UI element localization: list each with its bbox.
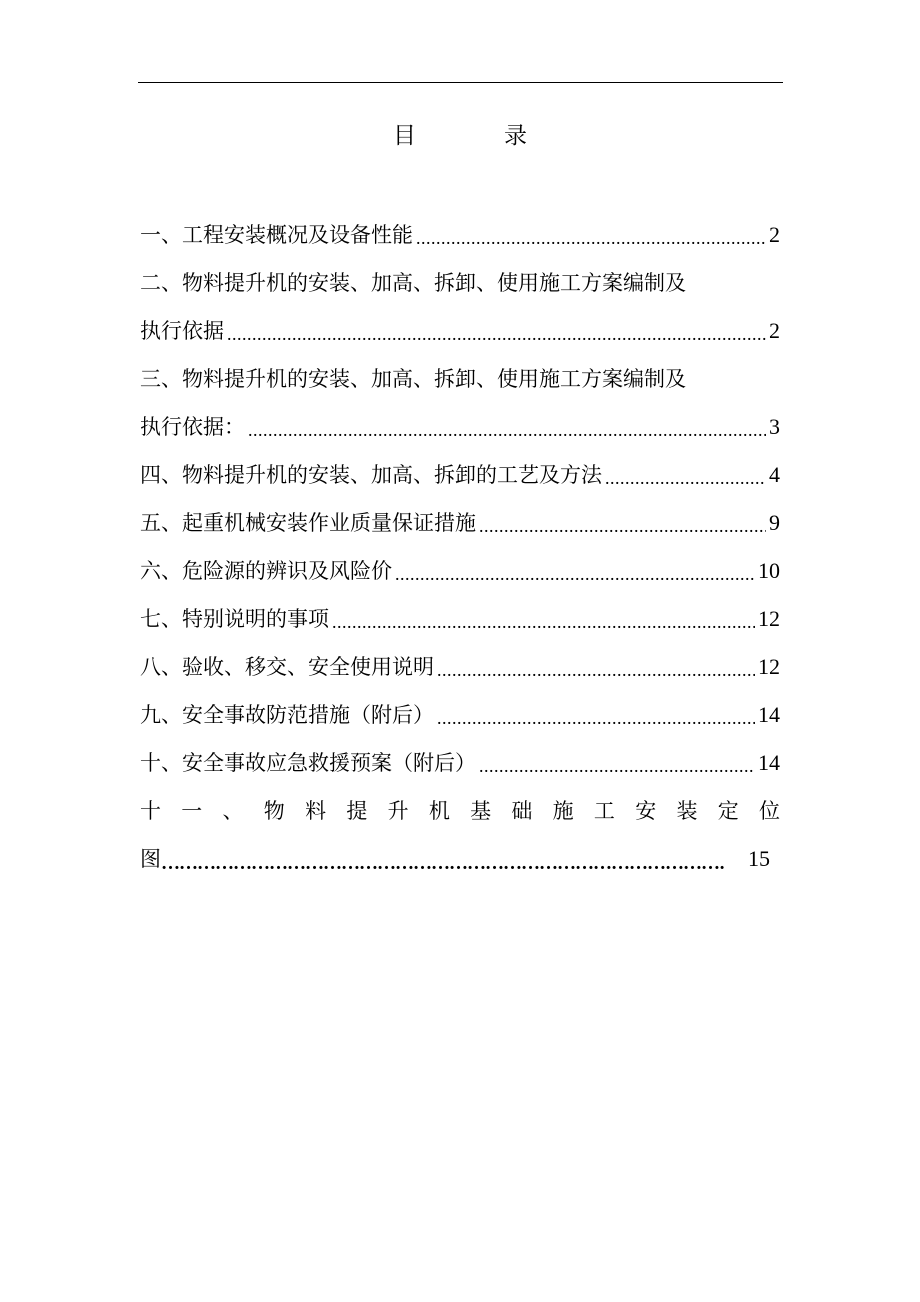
toc-char: 一 (181, 799, 203, 823)
toc-entry-label: 一、工程安装概况及设备性能 (140, 223, 413, 247)
toc-leader-dots (248, 403, 766, 451)
toc-char: 施 (552, 799, 574, 823)
toc-char: 机 (428, 799, 450, 823)
toc-entry-label: 四、物料提升机的安装、加高、拆卸的工艺及方法 (140, 463, 602, 487)
toc-entry-label: 六、危险源的辨识及风险价 (140, 559, 392, 583)
toc-leader-dots (227, 307, 766, 355)
toc-leader-dots (437, 643, 755, 691)
toc-char: 装 (676, 799, 698, 823)
toc-entry-label: 五、起重机械安装作业质量保证措施 (140, 511, 476, 535)
toc-entry-6[interactable] (140, 547, 780, 595)
toc-entry-4[interactable] (140, 451, 780, 499)
toc-title-char-2: 录 (504, 123, 527, 149)
header-rule (138, 82, 783, 83)
toc-entry-page: 12 (758, 606, 780, 631)
toc-leader-dots (332, 595, 755, 643)
toc-entry-8[interactable] (140, 643, 780, 691)
toc-entry-3-line-2[interactable] (140, 403, 780, 451)
toc-entry-page: 9 (769, 510, 780, 535)
toc-entry-11-line-2[interactable] (140, 835, 780, 883)
toc-entry-page: 12 (758, 654, 780, 679)
toc-leader-dots (479, 739, 755, 787)
toc-entry-page: 3 (769, 414, 780, 439)
toc-entry-label: 执行依据 (140, 319, 224, 343)
toc-entry-page: 14 (758, 702, 780, 727)
toc-title (0, 120, 920, 152)
toc-entry-3-line-1[interactable] (140, 355, 780, 403)
toc-leader-dots (395, 547, 755, 595)
toc-entry-page: 14 (758, 750, 780, 775)
toc-leader-dots (161, 835, 726, 883)
toc-entry-label-spread (140, 787, 780, 835)
toc-entry-9[interactable] (140, 691, 780, 739)
toc-char: 料 (305, 799, 327, 823)
toc-list (140, 211, 780, 883)
toc-entry-page: 15 (748, 846, 770, 871)
toc-entry-page: 2 (769, 318, 780, 343)
toc-entry-page: 10 (758, 558, 780, 583)
toc-entry-label: 七、特别说明的事项 (140, 607, 329, 631)
toc-char: 十 (140, 799, 161, 823)
toc-entry-11-line-1[interactable] (140, 787, 780, 835)
toc-char: 物 (263, 799, 285, 823)
toc-entry-label: 八、验收、移交、安全使用说明 (140, 655, 434, 679)
toc-char: 、 (222, 799, 244, 823)
toc-char: 位 (758, 799, 780, 823)
toc-entry-2-line-2[interactable] (140, 307, 780, 355)
toc-entry-label: 执行依据： (140, 415, 245, 439)
toc-char: 定 (717, 799, 739, 823)
toc-entry-label: 二、物料提升机的安装、加高、拆卸、使用施工方案编制及 (140, 271, 686, 295)
toc-char: 基 (470, 799, 492, 823)
toc-title-char-1: 目 (393, 123, 416, 149)
toc-entry-1[interactable] (140, 211, 780, 259)
toc-leader-dots (605, 451, 766, 499)
toc-entry-label: 图 (140, 847, 161, 871)
toc-char: 安 (635, 799, 657, 823)
toc-char: 提 (346, 799, 368, 823)
toc-entry-10[interactable] (140, 739, 780, 787)
toc-entry-5[interactable] (140, 499, 780, 547)
toc-entry-2-line-1[interactable] (140, 259, 780, 307)
toc-entry-label: 十、安全事故应急救援预案（附后） (140, 751, 476, 775)
toc-leader-dots (479, 499, 766, 547)
toc-char: 工 (593, 799, 615, 823)
toc-leader-dots (416, 211, 766, 259)
toc-leader-dots (437, 691, 755, 739)
toc-entry-label: 九、安全事故防范措施（附后） (140, 703, 434, 727)
toc-entry-7[interactable] (140, 595, 780, 643)
toc-entry-page: 4 (769, 462, 780, 487)
toc-char: 础 (511, 799, 533, 823)
toc-entry-label: 三、物料提升机的安装、加高、拆卸、使用施工方案编制及 (140, 367, 686, 391)
toc-char: 升 (387, 799, 409, 823)
toc-entry-page: 2 (769, 222, 780, 247)
